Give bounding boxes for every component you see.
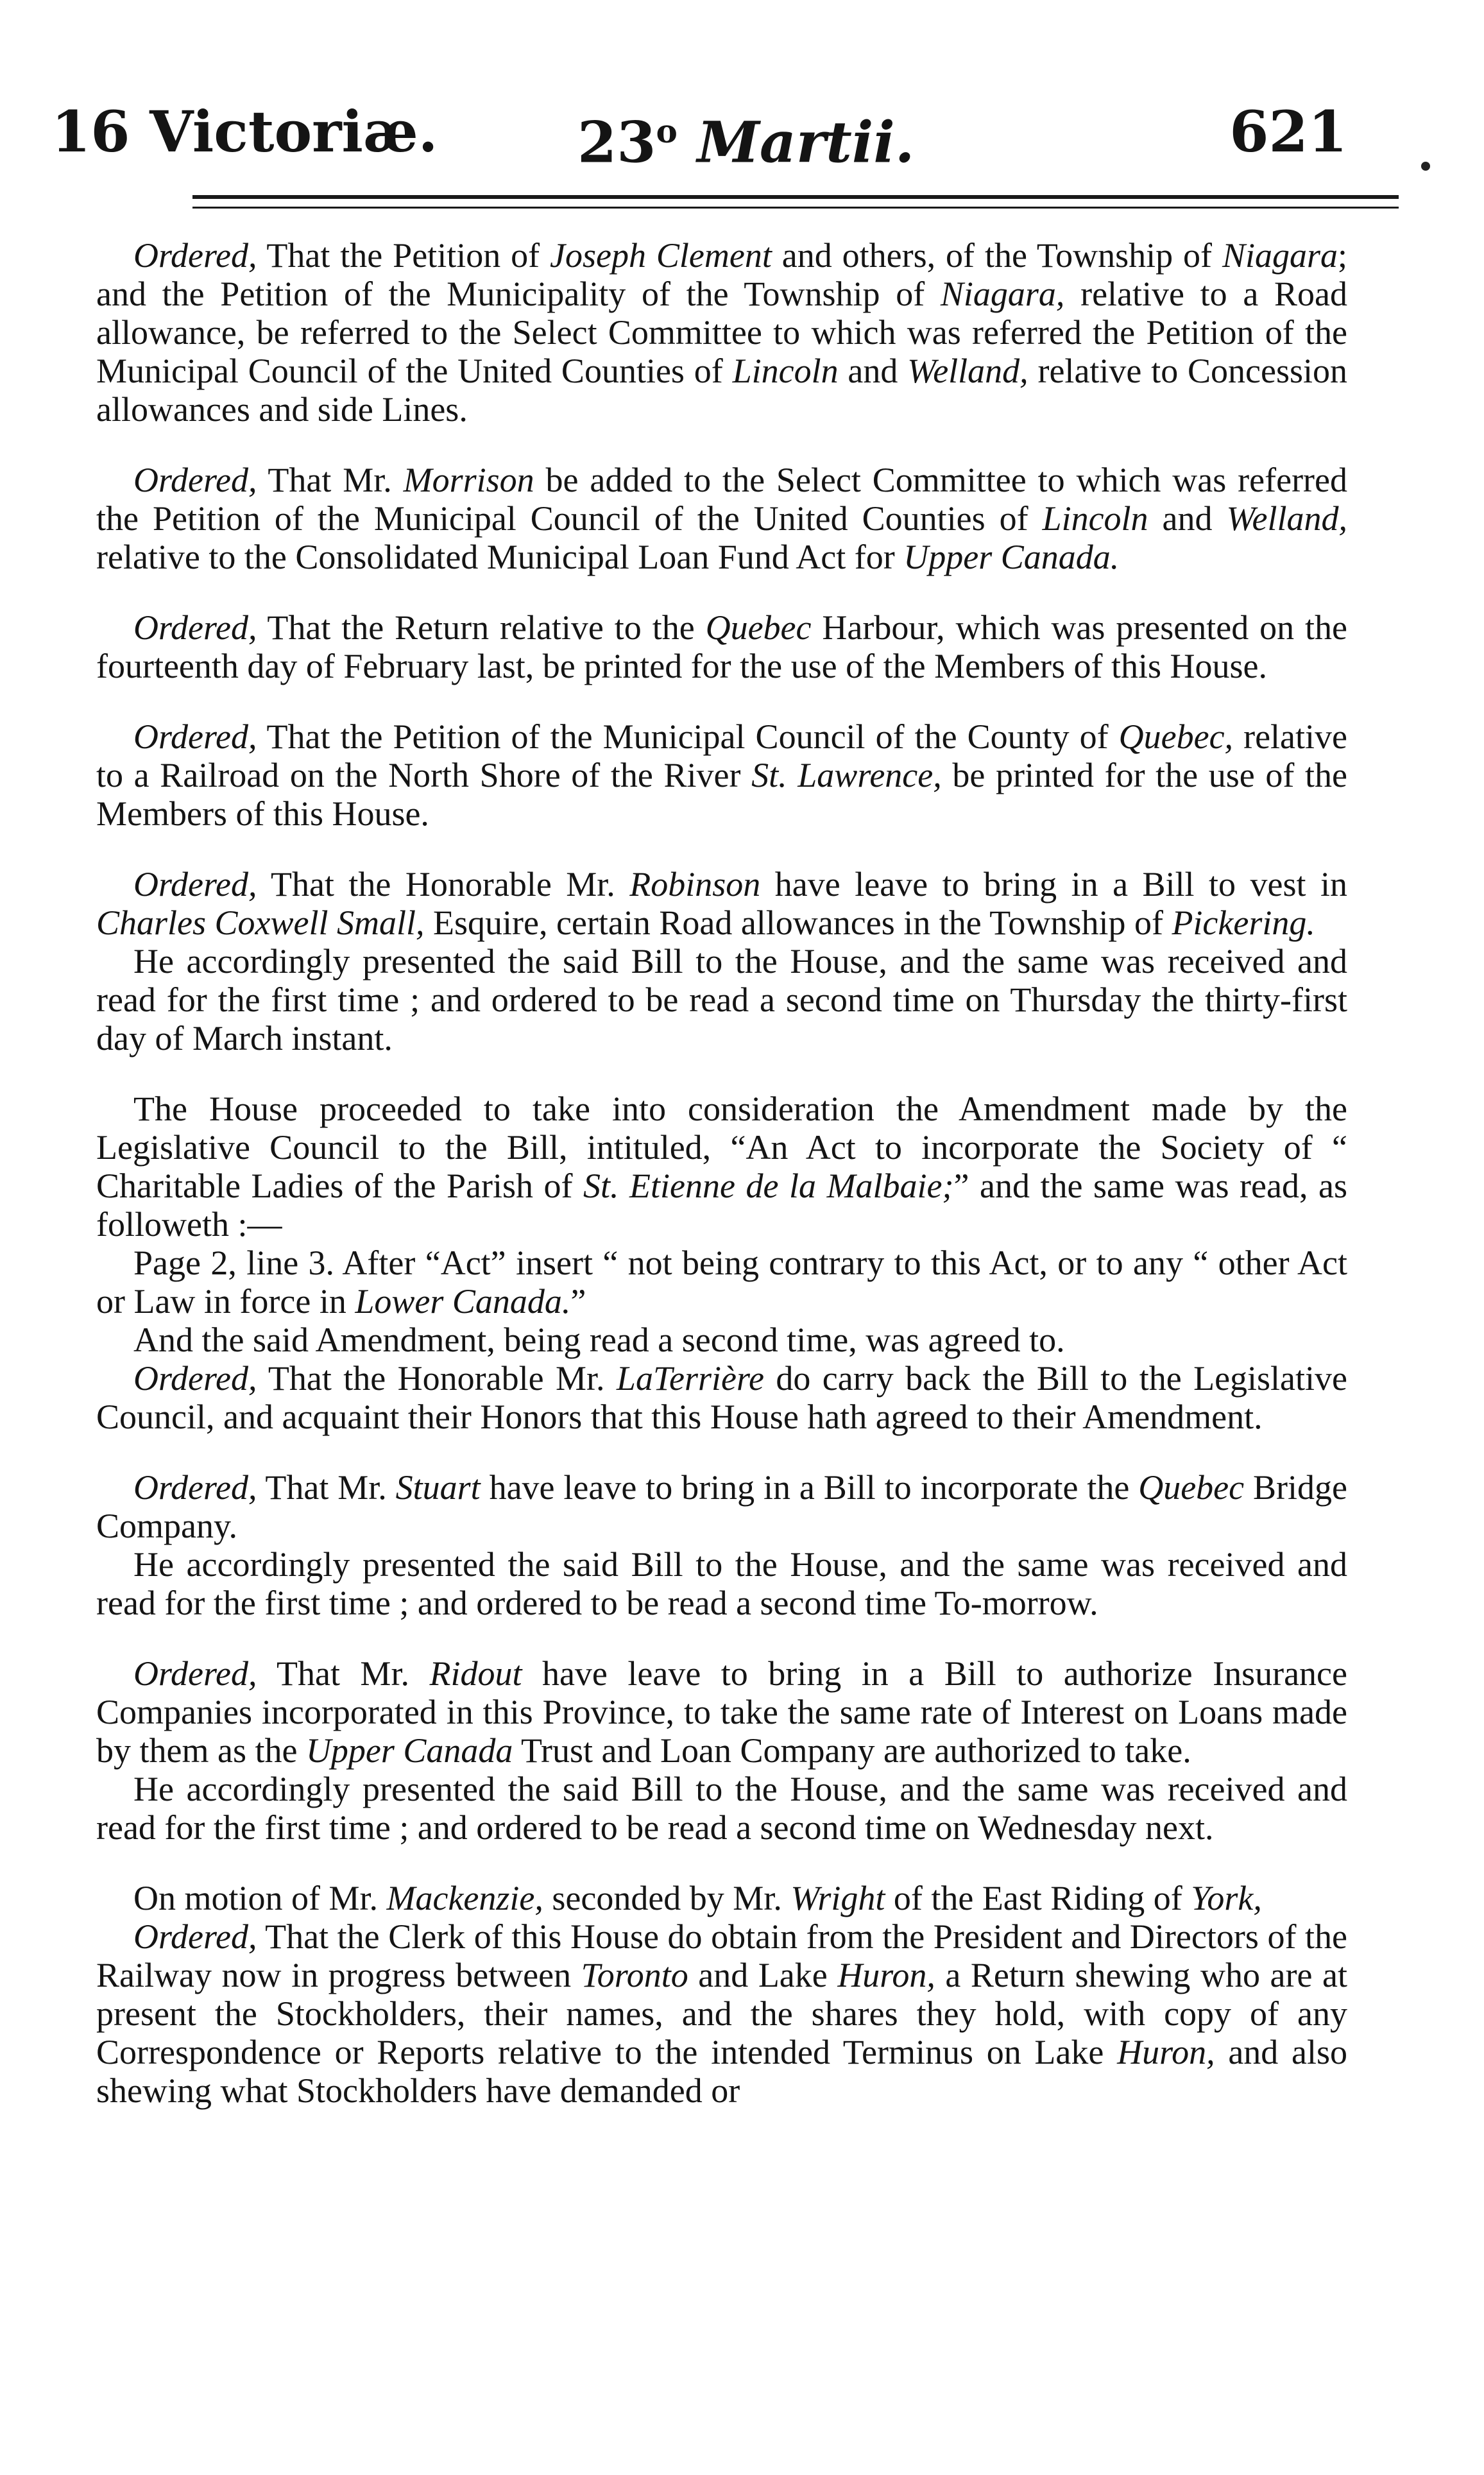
text-run: That the Honorable Mr.	[257, 865, 630, 904]
paragraph-p2	[96, 461, 1347, 576]
paragraph-line	[96, 461, 1347, 576]
page-header	[51, 93, 1347, 176]
italic-text: Lincoln	[732, 352, 839, 390]
text-run: He accordingly presented the said Bill to the House, and the same was received and read for the first time ; and ordered to be read a second time on Wednesday next.	[96, 1770, 1347, 1847]
text-run: Bridge Company.	[96, 1468, 1347, 1545]
text-run: That Mr.	[257, 461, 404, 499]
italic-text: St. Lawrence,	[751, 756, 942, 794]
italic-text: Ordered,	[133, 865, 257, 904]
text-run: That the Petition of	[257, 236, 550, 275]
italic-text: Wright	[790, 1879, 885, 1917]
text-run: Page 2, line 3. After “Act” insert “ not being contrary to this Act, or to any “ other Act or Law in force in	[96, 1244, 1347, 1321]
text-run: relative to Concession allowances and side Lines.	[96, 352, 1347, 429]
text-run: That Mr.	[257, 1654, 430, 1693]
italic-text: Toronto	[581, 1956, 688, 1994]
text-run: have leave to bring in a Bill to authorize Insurance Companies incorporated in this Province, to take the same rate of Interest on Loans made by them as the	[96, 1654, 1347, 1770]
paragraph-p4	[96, 717, 1347, 833]
paragraph-line	[96, 1654, 1347, 1770]
italic-text: Ordered,	[133, 1359, 257, 1398]
text-run: ; and the Petition of the Municipality of the Township of	[96, 236, 1347, 313]
italic-text: Niagara	[1222, 236, 1338, 275]
text-run: relative to a Railroad on the North Shore of the River	[96, 717, 1347, 794]
paragraph-p6	[96, 1090, 1347, 1436]
paragraph-line	[96, 1468, 1347, 1545]
italic-text: Lincoln	[1042, 499, 1148, 538]
text-run: seconded by Mr.	[543, 1879, 791, 1917]
italic-text: Quebec	[705, 608, 812, 647]
running-head-date	[577, 93, 914, 180]
italic-text: Huron,	[837, 1956, 935, 1994]
date-ordinal: o	[656, 112, 678, 150]
text-run: Trust and Loan Company are authorized to take.	[513, 1731, 1191, 1770]
text-run: Harbour, which was presented on the fourteenth day of February last, be printed for the use of the Members of this House.	[96, 608, 1347, 685]
italic-text: Ordered,	[133, 608, 257, 647]
text-run: and also shewing what Stockholders have demanded or	[96, 2033, 1348, 2110]
italic-text: Ordered,	[133, 236, 257, 275]
italic-text: Quebec	[1138, 1468, 1245, 1507]
text-run: That the Petition of the Municipal Council of the County of	[257, 717, 1119, 756]
paragraph-line	[96, 1359, 1347, 1436]
italic-text: Mackenzie,	[386, 1879, 543, 1917]
text-run: and	[1148, 499, 1227, 538]
paragraph-line	[96, 1244, 1347, 1321]
text-run: be added to the Select Committee to which was referred the Petition of the Municipal Council of the United Counties of	[96, 461, 1347, 538]
italic-text: Welland,	[1226, 499, 1347, 538]
text-run: On motion of Mr.	[133, 1879, 387, 1917]
page-number: 621	[1229, 98, 1347, 165]
italic-text: Lower Canada.	[355, 1282, 571, 1321]
text-run: ”	[570, 1282, 586, 1321]
italic-text: Ordered,	[133, 1917, 257, 1956]
text-run: do carry back the Bill to the Legislative Council, and acquaint their Honors that this House hath agreed to their Amendment.	[96, 1359, 1347, 1436]
italic-text: Robinson	[629, 865, 761, 904]
header-rule-thick	[192, 195, 1399, 199]
italic-text: Ridout	[429, 1654, 522, 1693]
text-run: Esquire, certain Road allowances in the Township of	[424, 904, 1172, 942]
italic-text: Huron,	[1117, 2033, 1215, 2071]
paragraph-line	[96, 1879, 1347, 1917]
text-run: ” and the same was read, as followeth :—	[96, 1167, 1347, 1244]
paragraph-p7	[96, 1468, 1347, 1622]
paragraph-line	[96, 1321, 1347, 1359]
italic-text: Niagara,	[940, 275, 1065, 313]
italic-text: Morrison	[403, 461, 534, 499]
italic-text: Ordered,	[133, 1654, 257, 1693]
text-run: relative to the Consolidated Municipal Loan Fund Act for	[96, 538, 904, 576]
text-run: That the Clerk of this House do obtain from the President and Directors of the Railway now in progress between	[96, 1917, 1347, 1994]
paragraph-line	[96, 1770, 1347, 1847]
date-day: 23	[577, 108, 656, 176]
text-run: relative to a Road allowance, be referred to the Select Committee to which was referred the Petition of the Municipal Council of the United Counties of	[96, 275, 1347, 390]
text-run: The House proceeded to take into consideration the Amendment made by the Legislative Council to the Bill, intituled, “An Act to incorporate the Society of “ Charitable Ladies of the Parish of	[96, 1090, 1347, 1205]
italic-text: St. Etienne de la Malbaie;	[583, 1167, 954, 1205]
text-run: He accordingly presented the said Bill to the House, and the same was received and read for the first time ; and ordered to be read a second time on Thursday the thirty-first day of March instant.	[96, 942, 1347, 1058]
italic-text: Charles Coxwell Small,	[96, 904, 425, 942]
text-run: That the Return relative to the	[257, 608, 706, 647]
italic-text: Quebec,	[1118, 717, 1234, 756]
italic-text: Upper Canada.	[903, 538, 1120, 576]
paragraph-line	[96, 1917, 1347, 2110]
paragraph-line	[96, 236, 1347, 429]
text-run: and	[838, 352, 908, 390]
paragraph-p3	[96, 608, 1347, 685]
paragraph-line	[96, 942, 1347, 1058]
paragraph-p5	[96, 865, 1347, 1058]
italic-text: Upper Canada	[305, 1731, 513, 1770]
text-run: and Lake	[688, 1956, 838, 1994]
paragraph-p1	[96, 236, 1347, 429]
paragraph-line	[96, 865, 1347, 942]
italic-text: Ordered,	[133, 717, 257, 756]
italic-text: Stuart	[395, 1468, 481, 1507]
text-run: He accordingly presented the said Bill to the House, and the same was received and read for the first time ; and ordered to be read a second time To-morrow.	[96, 1545, 1347, 1622]
italic-text: Joseph Clement	[550, 236, 772, 275]
paragraph-line	[96, 1545, 1347, 1622]
paragraph-p9	[96, 1879, 1347, 2110]
italic-text: York,	[1191, 1879, 1262, 1917]
italic-text: Welland,	[907, 352, 1028, 390]
text-run: have leave to bring in a Bill to vest in	[760, 865, 1347, 904]
text-run: have leave to bring in a Bill to incorporate the	[480, 1468, 1139, 1507]
running-head-regnal-year: 16 Victoriæ.	[51, 98, 438, 165]
paragraph-line	[96, 1090, 1347, 1244]
text-run: And the said Amendment, being read a second time, was agreed to.	[133, 1321, 1065, 1359]
header-rule-thin	[192, 207, 1399, 209]
paragraph-p8	[96, 1654, 1347, 1847]
italic-text: LaTerrière	[616, 1359, 764, 1398]
italic-text: Pickering.	[1172, 904, 1315, 942]
margin-dot	[1421, 162, 1430, 171]
italic-text: Ordered,	[133, 461, 257, 499]
text-run: be printed for the use of the Members of this House.	[96, 756, 1347, 833]
text-run: and others, of the Township of	[771, 236, 1222, 275]
text-run: of the East Riding of	[885, 1879, 1191, 1917]
paragraph-line	[96, 717, 1347, 833]
paragraph-line	[96, 608, 1347, 685]
text-run: That Mr.	[257, 1468, 396, 1507]
text-run: That the Honorable Mr.	[257, 1359, 617, 1398]
italic-text: Ordered,	[133, 1468, 257, 1507]
text-run: a Return shewing who are at present the Stockholders, their names, and the shares they hold, with copy of any Correspondence or Reports relative to the intended Terminus on Lake	[96, 1956, 1348, 2071]
date-month: Martii.	[697, 108, 915, 176]
journal-body	[96, 236, 1347, 2142]
